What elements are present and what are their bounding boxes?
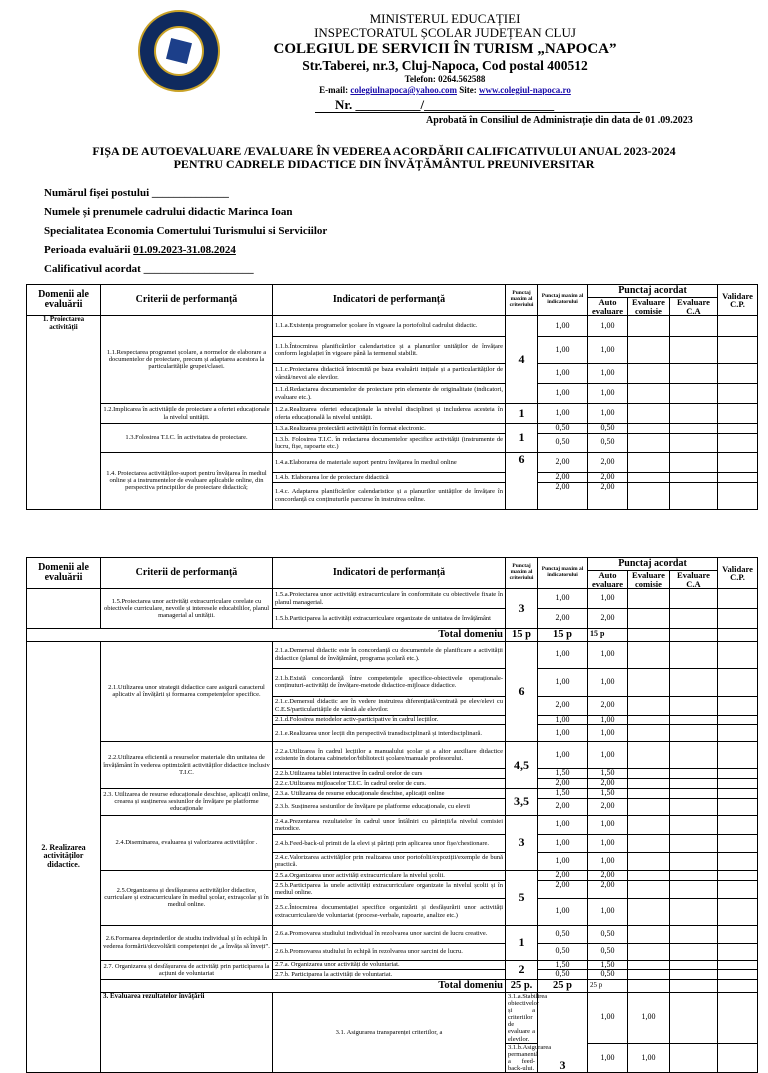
period-field: Perioada evaluării 01.09.2023-31.08.2024 [44, 244, 236, 256]
self-score: 1,00 [588, 815, 628, 834]
school-phone: Telefon: 0264.562588 [404, 74, 486, 84]
col-committee: Evaluare comisie [628, 298, 670, 316]
document-title: FIȘA DE AUTOEVALUARE /EVALUARE ÎN VEDEREA ACORDĂRII CALIFICATIVULUI ANUAL 2023-2024 [92, 144, 676, 158]
indicator-cell: 1.1.a.Existența programelor școlare în vigoare la portofoliul cadrului didactic. [273, 316, 506, 337]
criterion-cell: 2.5.Organizarea și desfășurarea activităților didactice, curriculare și extracurriculare în mediul școlar, extrașcolar și în mediul online. [101, 870, 273, 925]
indicator-points: 2,00 [538, 472, 588, 482]
col-indicators: Indicatori de performanță [273, 558, 506, 589]
indicator-cell: 1.5.a.Proiectarea unor activități extracurriculare în conformitate cu obiectivele fixate în planul managerial. [273, 589, 506, 609]
inspectorate-name: INSPECTORATUL ȘCOLAR JUDEȚEAN CLUJ [314, 25, 576, 40]
self-score: 2,00 [588, 779, 628, 789]
indicator-points: 1,00 [538, 852, 588, 870]
contact-line: E-mail: colegiulnapoca@yahoo.com Site: www.colegiul-napoca.ro [319, 85, 571, 95]
table-row [27, 815, 758, 834]
self-score: 1,00 [588, 404, 628, 424]
indicator-points: 2,00 [538, 798, 588, 815]
self-score: 1,50 [588, 769, 628, 779]
self-score: 1,00 [588, 364, 628, 384]
table-header-row [27, 558, 758, 571]
indicator-cell: 2.2.b.Utilizarea tablei interactive în cadrul orelor de curs [273, 769, 506, 779]
criterion-points: 4 [506, 316, 538, 404]
col-validation: Validare C.P. [718, 558, 758, 589]
indicator-cell: 1.3.b. Folosirea T.I.C. în redactarea documentelor specifice activității (instrumente de lucru, fișe, rapoarte etc.) [273, 433, 506, 452]
indicator-points: 1,00 [538, 337, 588, 364]
self-score: 1,00 [588, 852, 628, 870]
total-self: 25 p [588, 980, 628, 993]
indicator-points: 2,00 [538, 870, 588, 880]
total-row [27, 980, 758, 993]
ca-score [670, 316, 718, 337]
table-row [27, 992, 758, 1043]
teacher-name-field: Numele și prenumele cadrului didactic Marinca Ioan [44, 206, 293, 218]
cp-validation [718, 316, 758, 337]
total-max: 25 p. [506, 980, 538, 993]
specialty: Economia Comertului Turismului si Serviciilor [106, 225, 328, 237]
indicator-cell: 3.1.b.Asigurarea permanentă a feed-back-ului. [506, 1043, 538, 1073]
indicator-cell: 3.1.a.Stabilirea obiectivelor și a criteriilor de evaluare a elevilor. [506, 992, 538, 1043]
criterion-cell: 1.4. Proiectarea activităților-suport pentru învățarea în mediul online și a instrumentelor de evaluare aplicabile online, din perspectiva principiilor de proiectare didactică; [101, 452, 273, 509]
indicator-points: 2,00 [538, 880, 588, 898]
col-self: Auto evaluare [588, 298, 628, 316]
indicator-cell: 2.4.c.Valorizarea activităților prin realizarea unor portofolii/expoziții/exemple de bună practică. [273, 852, 506, 870]
total-indicator: 25 p [538, 980, 588, 993]
indicator-points: 1,00 [538, 404, 588, 424]
indicator-cell: 2.4.b.Feed-back-ul primit de la elevi și părinți prin aplicarea unor fișe/chestionare. [273, 834, 506, 852]
criterion-cell: 1.1.Respectarea programei școlare, a normelor de elaborare a documentelor de proiectare, precum și adaptarea acestora la particularitățile grupei/clasei. [101, 316, 273, 404]
indicator-cell: 2.5.a.Organizarea unor activități extracurriculare la nivelul școlii. [273, 870, 506, 880]
indicator-points: 1,00 [538, 364, 588, 384]
self-score: 1,50 [588, 960, 628, 970]
indicator-cell: 2.2.c.Utilizarea mijloacelor T.I.C. în cadrul orelor de curs. [273, 779, 506, 789]
indicator-cell: 1.5.b.Participarea la activități extracurriculare organizate de unitatea de învățământ [273, 609, 506, 629]
indicator-points: 1,50 [538, 788, 588, 798]
self-score: 1,00 [588, 316, 628, 337]
criterion-points: 3,5 [506, 788, 538, 815]
domain-cell [27, 589, 101, 629]
criterion-points: 2 [506, 960, 538, 980]
indicator-points: 1,00 [538, 898, 588, 925]
indicator-points: 0,50 [538, 970, 588, 980]
self-score: 2,00 [588, 880, 628, 898]
indicator-points: 1,00 [538, 316, 588, 337]
col-domain: Domenii ale evaluării [27, 285, 101, 316]
self-score: 1,00 [588, 742, 628, 769]
self-score: 1,00 [628, 1043, 670, 1073]
criterion-cell: 2.1.Utilizarea unor strategii didactice care asigură caracterul aplicativ al învățării și formarea competențelor specifice. [101, 641, 273, 742]
criterion-points: 1 [506, 925, 538, 960]
col-indicators: Indicatori de performanță [273, 285, 506, 316]
col-awarded: Punctaj acordat [588, 285, 718, 298]
table-row [27, 452, 758, 472]
col-ca: Evaluare C.A [670, 298, 718, 316]
table-row [27, 424, 758, 434]
criterion-points: 3 [506, 589, 538, 629]
self-score: 1,00 [588, 337, 628, 364]
self-score: 2,00 [588, 609, 628, 629]
evaluation-table-page1 [26, 284, 758, 510]
self-score: 0,50 [588, 970, 628, 980]
total-self: 15 p [588, 629, 628, 642]
table-row [27, 925, 758, 943]
approval-note: Aprobată în Consiliul de Administrație din data de 01 .09.2023 [426, 115, 693, 126]
committee-score [628, 316, 670, 337]
domain-cell: 3. Evaluarea rezultatelor învățării [101, 992, 273, 1073]
self-score: 2,00 [588, 798, 628, 815]
indicator-cell: 1.2.a.Realizarea ofertei educaționale la nivelul disciplinei și includerea acesteia în oferta educațională la nivelul unității. [273, 404, 506, 424]
indicator-points: 1,00 [538, 725, 588, 742]
indicator-cell: 2.6.a.Promovarea studiului individual în rezolvarea unor sarcini de lucru creative. [273, 925, 506, 943]
self-score: 2,00 [588, 482, 628, 509]
indicator-cell: 2.1.b.Există concordanță între competențele specifice-obiectivele operaționale-conținuturi-activități de învățare-metode didactice-mijloace didactice. [273, 668, 506, 696]
criterion-cell: 2.7. Organizarea și desfășurarea de activități prin participarea la acțiuni de voluntariat [101, 960, 273, 980]
self-score: 1,00 [588, 384, 628, 404]
criterion-cell: 3.1. Asigurarea transparenței criteriilor, a [273, 992, 506, 1073]
self-score: 1,00 [588, 898, 628, 925]
indicator-cell: 2.2.a.Utilizarea în cadrul lecțiilor a manualului școlar și a altor auxiliare didactice existente în dotarea cabinetelor/bibliotecii școlare/manuale profesorului. [273, 742, 506, 769]
indicator-cell: 2.6.b.Promovarea studiului în echipă în rezolvarea unor sarcini de lucru. [273, 943, 506, 960]
criterion-points: 4,5 [506, 742, 538, 789]
criterion-points: 5 [506, 870, 538, 925]
criterion-points: 3 [538, 992, 588, 1073]
table-row [27, 960, 758, 970]
indicator-points: 1,00 [538, 815, 588, 834]
total-label: Total domeniu [101, 980, 506, 993]
table-row [27, 788, 758, 798]
indicator-points: 2,00 [538, 779, 588, 789]
school-seal-icon [138, 10, 220, 92]
self-score: 2,00 [588, 472, 628, 482]
indicator-cell: 1.4.b. Elaborarea lor de proiectare didactică [273, 472, 506, 482]
indicator-points: 1,50 [538, 769, 588, 779]
col-awarded: Punctaj acordat [588, 558, 718, 571]
indicator-points: 1,00 [538, 715, 588, 725]
criterion-cell: 1.5.Proiectarea unor activități extracurriculare corelate cu obiectivele curriculare, nevoile și interesele educabililor, planul managerial al unității. [101, 589, 273, 629]
indicator-cell: 2.1.a.Demersul didactic este în concordanță cu documentele de planificare a activității didactice (planul de învățământ, programa școlară etc.). [273, 641, 506, 668]
criterion-cell: 1.3.Folosirea T.I.C. în activitatea de proiectare. [101, 424, 273, 453]
table-header-row [27, 285, 758, 298]
indicator-cell: 2.5.c.Întocmirea documentației specifice organizării și desfășurării unor activități extracurriculare/de voluntariat (procese-verbale, rapoarte, analize etc.) [273, 898, 506, 925]
col-committee: Evaluare comisie [628, 571, 670, 589]
indicator-cell: 2.1.d.Folosirea metodelor activ-participative în cadrul lecțiilor. [273, 715, 506, 725]
rating-field: Calificativul acordat ____________________ [44, 263, 254, 275]
indicator-cell: 2.3.a. Utilizarea de resurse educaționale deschise, aplicații online [273, 788, 506, 798]
indicator-points: 1,00 [538, 589, 588, 609]
indicator-points: 2,00 [538, 482, 588, 509]
self-score: 1,00 [588, 589, 628, 609]
table-row [27, 641, 758, 668]
self-score: 0,50 [588, 424, 628, 434]
indicator-points: 0,50 [538, 424, 588, 434]
col-ca: Evaluare C.A [670, 571, 718, 589]
self-score: 1,00 [588, 715, 628, 725]
indicator-points: 1,00 [538, 742, 588, 769]
post-number-field: Numărul fișei postului ______________ [44, 187, 229, 199]
criterion-points: 6 [506, 641, 538, 742]
self-score: 1,00 [628, 992, 670, 1043]
indicator-cell: 1.3.a.Realizarea proiectării activității în format electronic. [273, 424, 506, 434]
specialty-field: Specialitatea Economia Comertului Turismului si Serviciilor [44, 225, 328, 237]
col-validation: Validare C.P. [718, 285, 758, 316]
indicator-cell: 2.1.c.Demersul didactic are în vedere instruirea diferențiată/centrată pe elev/elevi cu C.E.S/particularitățile de vârstă ale elevilor. [273, 696, 506, 715]
indicator-points: 0,50 [538, 925, 588, 943]
criterion-points: 1 [506, 424, 538, 453]
self-score: 1,50 [588, 788, 628, 798]
criterion-points: 6 [506, 452, 538, 509]
indicator-points: 0,50 [538, 943, 588, 960]
school-name: COLEGIUL DE SERVICII ÎN TURISM „NAPOCA” [273, 41, 617, 57]
col-pmax-indicator: Punctaj maxim al indicatorului [538, 558, 588, 589]
col-criteria: Criterii de performanță [101, 558, 273, 589]
period: 01.09.2023-31.08.2024 [133, 244, 236, 256]
site-link[interactable]: www.colegiul-napoca.ro [479, 85, 571, 95]
indicator-points: 1,00 [538, 834, 588, 852]
self-score: 1,00 [588, 641, 628, 668]
table-row [27, 870, 758, 880]
indicator-points: 1,00 [538, 641, 588, 668]
table-row [27, 589, 758, 609]
col-self: Auto evaluare [588, 571, 628, 589]
self-score: 2,00 [588, 870, 628, 880]
criterion-points: 1 [506, 404, 538, 424]
domain-cell: 1. Proiectarea activității [27, 316, 101, 510]
indicator-cell: 1.4.c. Adaptarea planificărilor calendaristice și a planurilor unităților de învățare în concordanță cu conținuturile parcurse în instruirea online. [273, 482, 506, 509]
total-row [27, 629, 758, 642]
indicator-points: 2,00 [538, 696, 588, 715]
indicator-cell: 1.4.a.Elaborarea de materiale suport pentru învățarea în mediul online [273, 452, 506, 472]
criterion-cell: 1.2.Implicarea în activitățile de proiectare a ofertei educaționale la nivelul unității. [101, 404, 273, 424]
indicator-cell: 2.3.b. Susținerea sesiunilor de învățare pe platforme educaționale, cu elevii [273, 798, 506, 815]
table-row [27, 742, 758, 769]
total-indicator: 15 p [538, 629, 588, 642]
document-subtitle: PENTRU CADRELE DIDACTICE DIN ÎNVĂȚĂMÂNTUL PREUNIVERSITAR [173, 157, 595, 171]
indicator-cell: 1.1.b.Întocmirea planificărilor calendaristice și a planurilor unităților de învățare conform legislației în vigoare până la termenul stabilit. [273, 337, 506, 364]
table-row [27, 404, 758, 424]
indicator-points: 1,50 [538, 960, 588, 970]
total-max: 15 p [506, 629, 538, 642]
indicator-cell: 1.1.c.Proiectarea didactică întocmită pe baza evaluării inițiale și a particularităților de vârstă/nevoi ale elevilor. [273, 364, 506, 384]
col-pmax-criterion: Punctaj maxim al criteriului [506, 285, 538, 316]
criterion-cell: 2.6.Formarea deprinderilor de studiu individual și în echipă în vederea formării/dezvoltării competenței de „a învăța să înveți”. [101, 925, 273, 960]
col-pmax-indicator: Punctaj maxim al indicatorului [538, 285, 588, 316]
indicator-cell: 2.7.a. Organizarea unor activități de voluntariat. [273, 960, 506, 970]
criterion-cell: 2.3. Utilizarea de resurse educaționale deschise, aplicații online, crearea și susținerea sesiunilor de învățare pe platforme educaționale [101, 788, 273, 815]
self-score: 2,00 [588, 696, 628, 715]
total-label: Total domeniu [27, 629, 506, 642]
header-divider [315, 112, 640, 113]
indicator-cell: 2.7.b. Participarea la activități de voluntariat. [273, 970, 506, 980]
self-score: 1,00 [588, 668, 628, 696]
criterion-cell: 2.4.Diseminarea, evaluarea și valorizarea activităților . [101, 815, 273, 870]
indicator-points: 1,00 [588, 992, 628, 1043]
registration-number: Nr. __________/____________________ [335, 97, 555, 112]
criterion-cell: 2.2.Utilizarea eficientă a resurselor materiale din unitatea de învățământ în vederea optimizării activităților didactice inclusiv T.I.C. [101, 742, 273, 789]
evaluation-table-page2 [26, 557, 758, 1073]
self-score: 1,00 [588, 834, 628, 852]
indicator-points: 1,00 [538, 668, 588, 696]
indicator-points: 0,50 [538, 433, 588, 452]
self-score: 0,50 [588, 433, 628, 452]
indicator-cell: 2.4.a.Prezentarea rezultatelor în cadrul unor întâlniri cu părinții/la nivelul comisiei metodice. [273, 815, 506, 834]
self-score: 0,50 [588, 943, 628, 960]
indicator-cell: 1.1.d.Redactarea documentelor de proiectare prin elemente de originalitate (indicatori, evaluare etc.). [273, 384, 506, 404]
indicator-cell: 2.1.e.Realizarea unor lecții din perspectivă transdisciplinară și interdisciplinară. [273, 725, 506, 742]
ministry-name: MINISTERUL EDUCAȚIEI [369, 11, 521, 26]
self-score: 0,50 [588, 925, 628, 943]
self-score: 1,00 [588, 725, 628, 742]
indicator-points: 1,00 [538, 384, 588, 404]
col-domain: Domenii ale evaluării [27, 558, 101, 589]
col-criteria: Criterii de performanță [101, 285, 273, 316]
school-address: Str.Taberei, nr.3, Cluj-Napoca, Cod postal 400512 [302, 58, 588, 73]
self-score: 2,00 [588, 452, 628, 472]
indicator-points: 2,00 [538, 609, 588, 629]
criterion-points: 3 [506, 815, 538, 870]
table-row [27, 316, 758, 337]
teacher-name: Marinca Ioan [228, 206, 293, 218]
col-pmax-criterion: Punctaj maxim al criteriului [506, 558, 538, 589]
indicator-points: 1,00 [588, 1043, 628, 1073]
indicator-cell: 2.5.b.Participarea la unele activități extracurriculare organizate la nivelul școlii și în mediul online. [273, 880, 506, 898]
email-link[interactable]: colegiulnapoca@yahoo.com [350, 85, 458, 95]
indicator-points: 2,00 [538, 452, 588, 472]
domain-cell: 2. Realizarea activităților didactice. [27, 641, 101, 1073]
